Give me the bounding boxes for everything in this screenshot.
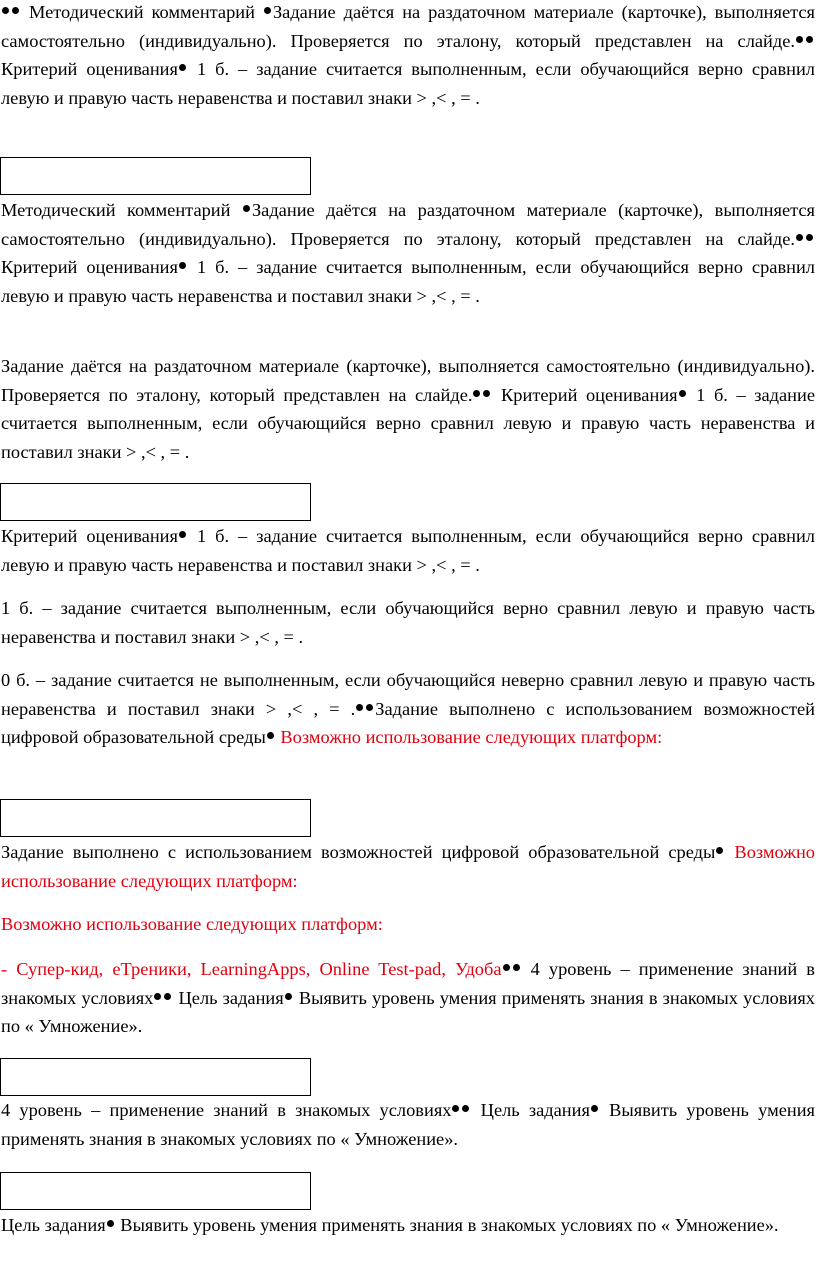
empty-frame-4 [0,1058,311,1096]
bullet-icon [366,704,373,711]
paragraph-3: Задание даётся на раздаточном материале (карточке), выполняется самостоятельно (индивидуально). Проверяется по эталону, который представлен на слайде. Критерий оценивания 1 б. – задание считается выполненным, если обучающийся верно сравнил левую и правую часть неравенства и поставил знаки > ,< , = . [1,356,815,462]
bullet-icon [679,390,686,397]
paragraph-9: - Супер-кид, еТреники, LearningApps, Online Test-pad, Удоба 4 уровень – применение знаний в знакомых условиях Цель задания Выявить уровень умения применять знания в знакомых условиях по « Умножение». [1,959,816,1037]
empty-frame-5 [0,1172,311,1210]
paragraph-10: 4 уровень – применение знаний в знакомых условиях Цель задания Выявить уровень умения применять знания в знакомых условиях по « Умножение». [1,1100,816,1149]
bullet-icon [179,262,186,269]
bullet-icon [285,993,292,1000]
paragraph-2: Методический комментарий Задание даётся на раздаточном материале (карточке), выполняется самостоятельно (индивидуально). Проверяется по эталону, который представлен на слайде. Критерий оценивания 1 б. – задание считается выполненным, если обучающийся верно сравнил левую и правую часть неравенства и поставил знаки > ,< , = . [1,200,815,306]
paragraph-8: Возможно использование следующих платформ: [1,914,383,934]
bullet-icon [243,205,250,212]
empty-frame-2 [0,483,311,521]
bullet-icon [179,531,186,538]
empty-frame-1 [0,157,311,195]
bullet-icon [716,847,723,854]
bullet-icon [154,993,161,1000]
bullet-icon [267,732,274,739]
bullet-icon [179,64,186,71]
paragraph-6: 0 б. – задание считается не выполненным, если обучающийся неверно сравнил левую и правую часть неравенства и поставил знаки > ,< , = . Задание выполнено с использованием возможностей цифровой образовательной среды Возможно использование следующих платформ: [1,670,815,748]
bullet-icon [796,36,803,43]
paragraph-1: Методический комментарий Задание даётся на раздаточном материале (карточке), выполняется самостоятельно (индивидуально). Проверяется по эталону, который представлен на слайде. Критерий оценивания 1 б. – задание считается выполненным, если обучающийся верно сравнил левую и правую часть неравенства и поставил знаки > ,< , = . [1,2,815,108]
bullet-icon [796,234,803,241]
empty-frame-3 [0,799,311,837]
bullet-icon [107,1220,114,1227]
paragraph-5: 1 б. – задание считается выполненным, если обучающийся верно сравнил левую и правую часть неравенства и поставил знаки > ,< , = . [1,598,815,647]
bullet-icon [473,390,480,397]
bullet-icon [2,7,9,14]
bullet-icon [462,1105,469,1112]
paragraph-7: Задание выполнено с использованием возможностей цифровой образовательной среды Возможно использование следующих платформ: [1,842,816,891]
paragraph-11: Цель задания Выявить уровень умения применять знания в знакомых условиях по « Умножение». [1,1215,779,1235]
bullet-icon [591,1105,598,1112]
bullet-icon [452,1105,459,1112]
bullet-icon [513,964,520,971]
bullet-icon [503,964,510,971]
bullet-icon [806,36,813,43]
bullet-icon [483,390,490,397]
bullet-icon [356,704,363,711]
paragraph-4: Критерий оценивания 1 б. – задание считается выполненным, если обучающийся верно сравнил левую и правую часть неравенства и поставил знаки > ,< , = . [1,526,815,575]
bullet-icon [806,234,813,241]
bullet-icon [12,7,19,14]
bullet-icon [164,993,171,1000]
bullet-icon [264,7,271,14]
